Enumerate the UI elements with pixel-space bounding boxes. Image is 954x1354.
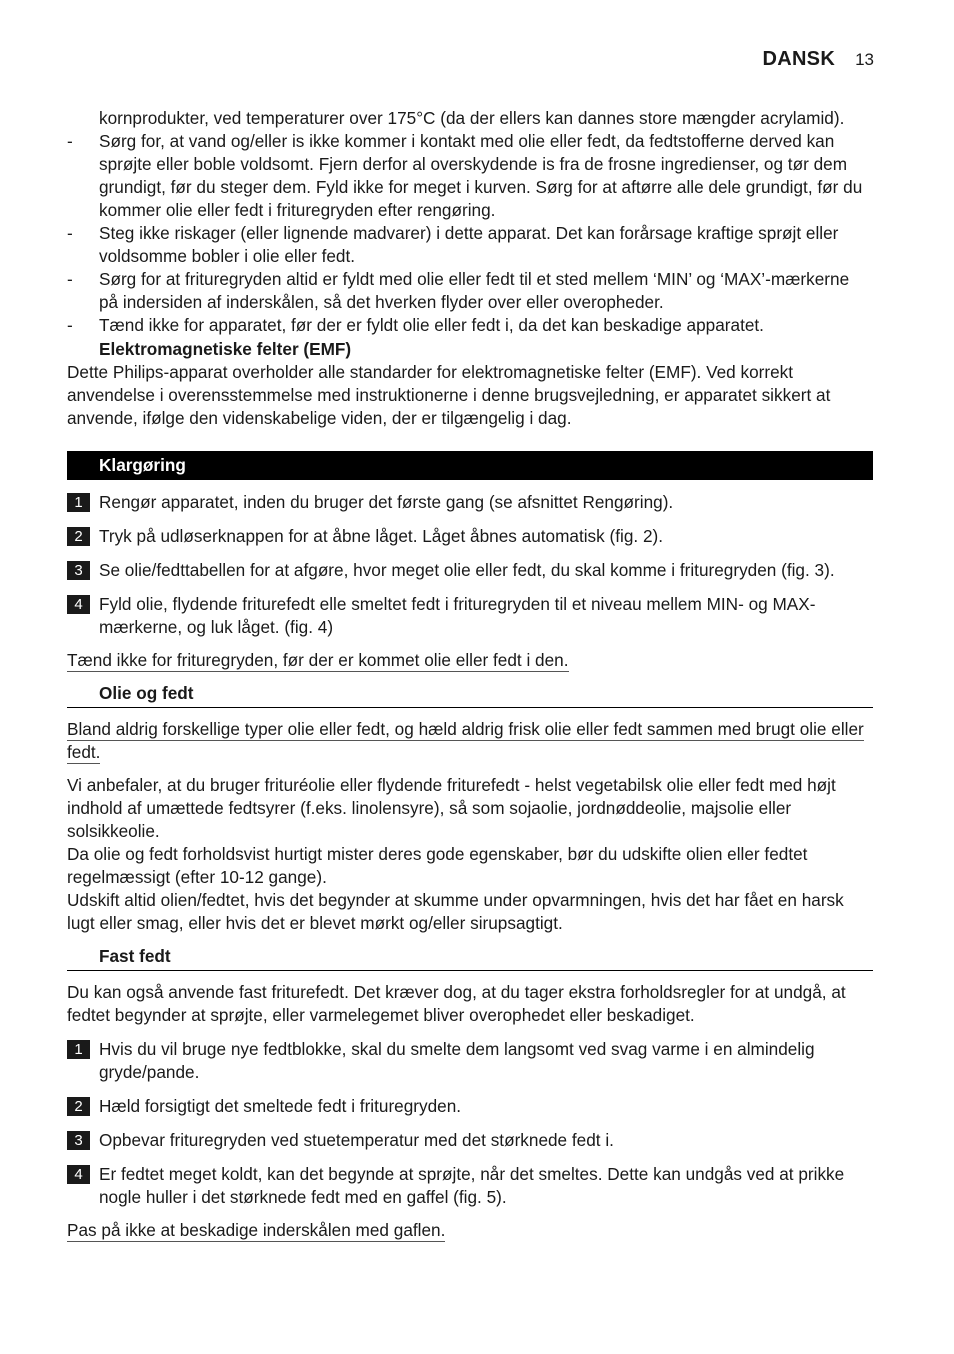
step-item xyxy=(67,1163,873,1209)
step-item xyxy=(67,525,873,548)
step-number: 1 xyxy=(67,1040,90,1059)
step-item xyxy=(67,559,873,582)
step-item xyxy=(67,593,873,639)
fast-heading: Fast fedt xyxy=(67,945,873,971)
olie-paragraph: Da olie og fedt forholdsvist hurtigt mister deres gode egenskaber, bør du udskifte olien eller fedtet regelmæssigt (efter 10-12 gange). xyxy=(67,844,808,887)
emf-body: Dette Philips-apparat overholder alle standarder for elektromagnetiske felter (EMF). Ved korrekt anvendelse i overensstemmelse med instruktionerne i denne brugsvejledning, er apparatet sikkert at anvende, ifølge den videnskabelige viden, der er tilgængelig i dag. xyxy=(67,362,831,428)
warning-note xyxy=(67,1219,873,1242)
step-text: Rengør apparatet, inden du bruger det første gang (se afsnittet Rengøring). xyxy=(99,492,674,512)
list-item xyxy=(67,222,873,268)
step-item xyxy=(67,1038,873,1084)
bullet-text: Steg ikke riskager (eller lignende madvarer) i dette apparat. Det kan forårsage kraftige sprøjt eller voldsomme bobler i olie eller fedt. xyxy=(99,223,839,266)
page-header xyxy=(762,48,874,71)
warning-text: Pas på ikke at beskadige inderskålen med gaflen. xyxy=(67,1220,446,1240)
warning-note xyxy=(67,649,873,672)
intro-continuation: kornprodukter, ved temperaturer over 175°C (da der ellers kan dannes store mængder acrylamid). xyxy=(99,108,845,128)
dash-bullet: - xyxy=(67,269,73,289)
step-item xyxy=(67,1095,873,1118)
step-number: 2 xyxy=(67,527,90,546)
dash-bullet: - xyxy=(67,315,73,335)
language-label: DANSK xyxy=(762,48,836,70)
bullet-text: Tænd ikke for apparatet, før der er fyldt olie eller fedt i, da det kan beskadige apparatet. xyxy=(99,315,764,335)
step-item xyxy=(67,1129,873,1152)
step-number: 3 xyxy=(67,1131,90,1150)
step-number: 3 xyxy=(67,561,90,580)
warning-note xyxy=(67,718,873,764)
step-item xyxy=(67,491,873,514)
olie-paragraph: Vi anbefaler, at du bruger frituréolie eller flydende friturefedt - helst vegetabilsk olie eller fedt med højt indhold af umættede fedtsyrer (f.eks. linolensyre), så som sojaolie, jordnøddeolie, majsolie eller solsikkeolie. xyxy=(67,775,836,841)
list-item xyxy=(67,130,873,222)
step-text: Er fedtet meget koldt, kan det begynde at sprøjte, når det smeltes. Dette kan undgås ved at prikke nogle huller i det størknede fedt med en gaffel (fig. 5). xyxy=(99,1164,845,1207)
step-number: 2 xyxy=(67,1097,90,1116)
dash-bullet: - xyxy=(67,131,73,151)
list-item xyxy=(67,314,873,337)
klargoring-section-heading: Klargøring xyxy=(67,451,873,480)
page-number: 13 xyxy=(855,50,874,69)
warning-text: Bland aldrig forskellige typer olie eller fedt, og hæld aldrig frisk olie eller fedt sammen med brugt olie eller fedt. xyxy=(67,719,864,762)
olie-paragraph: Udskift altid olien/fedtet, hvis det begynder at skumme under opvarmningen, hvis det har fået en harsk lugt eller smag, eller hvis det er blevet mørkt og/eller sirupsagtigt. xyxy=(67,890,844,933)
step-text: Opbevar frituregryden ved stuetemperatur med det størknede fedt i. xyxy=(99,1130,614,1150)
step-text: Tryk på udløserknappen for at åbne låget. Låget åbnes automatisk (fig. 2). xyxy=(99,526,664,546)
bullet-text: Sørg for at frituregryden altid er fyldt med olie eller fedt til et sted mellem ‘MIN’ og ‘MAX’-mærkerne på indersiden af inderskålen, så det hverken flyder over eller overopheder. xyxy=(99,269,850,312)
step-number: 1 xyxy=(67,493,90,512)
step-text: Hvis du vil bruge nye fedtblokke, skal du smelte dem langsomt ved svag varme i en almindelig gryde/pande. xyxy=(99,1039,815,1082)
page-content xyxy=(67,107,873,1242)
step-text: Se olie/fedttabellen for at afgøre, hvor meget olie eller fedt, du skal komme i frituregryden (fig. 3). xyxy=(99,560,835,580)
step-number: 4 xyxy=(67,1165,90,1184)
step-text: Fyld olie, flydende friturefedt elle smeltet fedt i frituregryden til et niveau mellem MIN- og MAX-mærkerne, og luk låget. (fig. 4) xyxy=(99,594,816,637)
step-number: 4 xyxy=(67,595,90,614)
bullet-text: Sørg for, at vand og/eller is ikke kommer i kontakt med olie eller fedt, da fedtstofferne derved kan sprøjte eller boble voldsomt. Fjern derfor al overskydende is fra de frosne ingredienser, og tør dem grundigt, før du steger dem. Fyld ikke for meget i kurven. Sørg for at aftørre alle dele grundigt, før du kommer olie eller fedt i frituregryden efter rengøring. xyxy=(99,131,863,220)
warning-text: Tænd ikke for frituregryden, før der er kommet olie eller fedt i den. xyxy=(67,650,569,670)
list-item xyxy=(67,268,873,314)
olie-heading: Olie og fedt xyxy=(67,682,873,708)
step-text: Hæld forsigtigt det smeltede fedt i frituregryden. xyxy=(99,1096,462,1116)
emf-heading: Elektromagnetiske felter (EMF) xyxy=(99,339,352,359)
fast-intro: Du kan også anvende fast friturefedt. Det kræver dog, at du tager ekstra forholdsregler for at undgå, at fedtet begynder at sprøjte, eller varmelegemet bliver overophedet eller beskadiget. xyxy=(67,982,846,1025)
dash-bullet: - xyxy=(67,223,73,243)
